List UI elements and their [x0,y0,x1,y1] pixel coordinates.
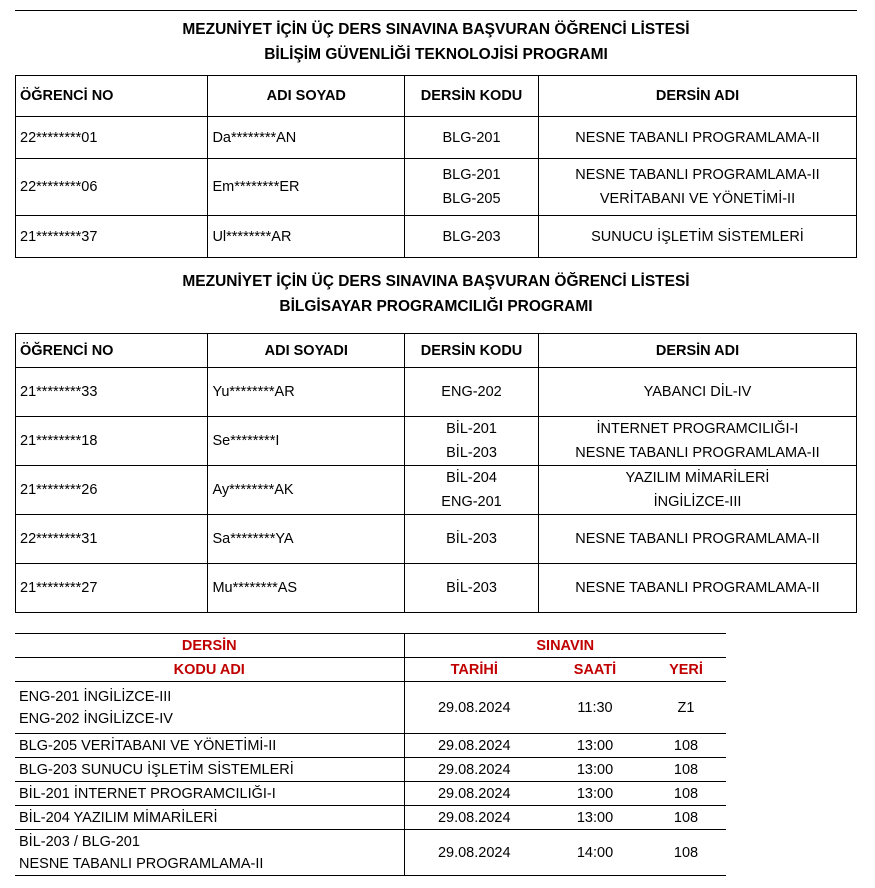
course-code-line: BLG-203 [442,228,501,245]
course-name-line: NESNE TABANLI PROGRAMLAMA-II [575,129,820,146]
section1-subtitle: BİLİŞİM GÜVENLİĞİ TEKNOLOJİSİ PROGRAMI [264,46,608,63]
course-code [405,417,539,466]
header-course-code: DERSİN KODU [405,76,539,117]
exam-schedule-table [15,633,726,876]
schedule-place: Z1 [646,682,726,734]
schedule-course [15,782,404,806]
table-row [16,216,857,258]
table-row [16,515,857,564]
schedule-time: 13:00 [544,806,646,830]
schedule-course-line: ENG-202 İNGİLİZCE-IV [19,710,173,727]
header-yeri: YERİ [646,658,726,682]
student-no: 21********18 [16,417,208,466]
header-kodu-adi: KODU ADI [15,658,404,682]
course-code-line: ENG-202 [441,384,502,400]
schedule-course [15,734,404,758]
course-name-line: İNGİLİZCE-III [653,494,742,510]
student-name: Ul********AR [208,216,405,258]
student-name: Sa********YA [208,515,405,564]
course-code [405,159,539,216]
schedule-row [15,830,726,876]
course-name [538,368,856,417]
course-code-line: BLG-201 [442,129,501,146]
course-code [405,368,539,417]
header-dersin: DERSİN [15,634,404,658]
schedule-place: 108 [646,758,726,782]
course-name-line: SUNUCU İŞLETİM SİSTEMLERİ [591,228,804,245]
schedule-course [15,758,404,782]
header-name: ADI SOYADI [208,334,405,368]
course-name [538,564,856,613]
schedule-time: 11:30 [544,682,646,734]
course-code-line: BİL-203 [446,531,497,547]
course-name-line: YAZILIM MİMARİLERİ [625,470,770,486]
section1-table [15,75,857,258]
schedule-date: 29.08.2024 [404,758,544,782]
course-code [405,216,539,258]
schedule-course-line: BLG-203 SUNUCU İŞLETİM SİSTEMLERİ [19,761,294,778]
course-name [538,515,856,564]
course-name-line: VERİTABANI VE YÖNETİMİ-II [599,191,796,207]
course-code-line: BİL-201 [446,421,497,437]
schedule-place: 108 [646,806,726,830]
course-code-line: ENG-201 [441,494,502,510]
course-name [538,417,856,466]
student-no: 21********26 [16,466,208,515]
course-code-line: BLG-201 [442,167,501,183]
student-name: Mu********AS [208,564,405,613]
course-code [405,466,539,515]
course-name [538,466,856,515]
schedule-course-line: ENG-201 İNGİLİZCE-III [19,688,172,705]
section1-title: MEZUNİYET İÇİN ÜÇ DERS SINAVINA BAŞVURAN ÖĞRENCİ LİSTESİ [182,21,690,38]
schedule-place: 108 [646,782,726,806]
schedule-time: 13:00 [544,758,646,782]
course-name [538,216,856,258]
schedule-time: 13:00 [544,782,646,806]
header-sinavin: SINAVIN [404,634,726,658]
top-rule [15,10,857,11]
section2-body [16,368,857,613]
section1-body [16,117,857,258]
schedule-row [15,758,726,782]
course-code [405,117,539,159]
schedule-course-line: NESNE TABANLI PROGRAMLAMA-II [19,855,264,872]
schedule-place: 108 [646,830,726,876]
course-name-line: NESNE TABANLI PROGRAMLAMA-II [575,445,820,461]
header-course-code: DERSİN KODU [405,334,539,368]
schedule-course-line: BLG-205 VERİTABANI VE YÖNETİMİ-II [19,737,277,754]
section2-subtitle: BİLGİSAYAR PROGRAMCILIĞI PROGRAMI [279,298,593,315]
schedule-course-line: BİL-201 İNTERNET PROGRAMCILIĞI-I [19,785,276,802]
schedule-date: 29.08.2024 [404,734,544,758]
student-no: 22********06 [16,159,208,216]
course-code-line: BİL-203 [446,445,497,461]
student-name: Se********I [208,417,405,466]
schedule-course [15,682,404,734]
schedule-row [15,782,726,806]
course-name [538,159,856,216]
student-no: 21********27 [16,564,208,613]
course-name-line: NESNE TABANLI PROGRAMLAMA-II [575,580,820,596]
course-name-line: NESNE TABANLI PROGRAMLAMA-II [575,531,820,547]
course-code-line: BLG-205 [442,191,501,207]
course-code-line: BİL-203 [446,580,497,596]
schedule-date: 29.08.2024 [404,830,544,876]
header-name: ADI SOYAD [208,76,405,117]
student-name: Yu********AR [208,368,405,417]
schedule-row [15,734,726,758]
course-code [405,515,539,564]
student-name: Ay********AK [208,466,405,515]
section2-title: MEZUNİYET İÇİN ÜÇ DERS SINAVINA BAŞVURAN ÖĞRENCİ LİSTESİ [182,273,690,290]
schedule-place: 108 [646,734,726,758]
table-row [16,417,857,466]
header-course-name: DERSİN ADI [538,334,856,368]
header-saati: SAATİ [544,658,646,682]
schedule-course [15,806,404,830]
student-name: Em********ER [208,159,405,216]
schedule-time: 13:00 [544,734,646,758]
schedule-date: 29.08.2024 [404,682,544,734]
header-course-name: DERSİN ADI [538,76,856,117]
table-row [16,159,857,216]
course-code-line: BİL-204 [446,470,497,486]
student-no: 21********37 [16,216,208,258]
student-name: Da********AN [208,117,405,159]
table-row [16,117,857,159]
schedule-date: 29.08.2024 [404,806,544,830]
table-row [16,368,857,417]
course-name-line: NESNE TABANLI PROGRAMLAMA-II [575,167,820,183]
header-student-no: ÖĞRENCİ NO [16,334,208,368]
student-no: 22********01 [16,117,208,159]
course-code [405,564,539,613]
course-name-line: YABANCI DİL-IV [643,384,752,400]
schedule-time: 14:00 [544,830,646,876]
schedule-row [15,682,726,734]
table-row [16,564,857,613]
schedule-course-line: BİL-204 YAZILIM MİMARİLERİ [19,809,218,826]
student-no: 22********31 [16,515,208,564]
course-name [538,117,856,159]
table-row [16,466,857,515]
header-tarihi: TARİHİ [404,658,544,682]
header-student-no: ÖĞRENCİ NO [16,76,208,117]
section2-table [15,333,857,613]
student-no: 21********33 [16,368,208,417]
schedule-course [15,830,404,876]
schedule-date: 29.08.2024 [404,782,544,806]
schedule-course-line: BİL-203 / BLG-201 [19,833,140,850]
course-name-line: İNTERNET PROGRAMCILIĞI-I [596,421,799,437]
schedule-row [15,806,726,830]
